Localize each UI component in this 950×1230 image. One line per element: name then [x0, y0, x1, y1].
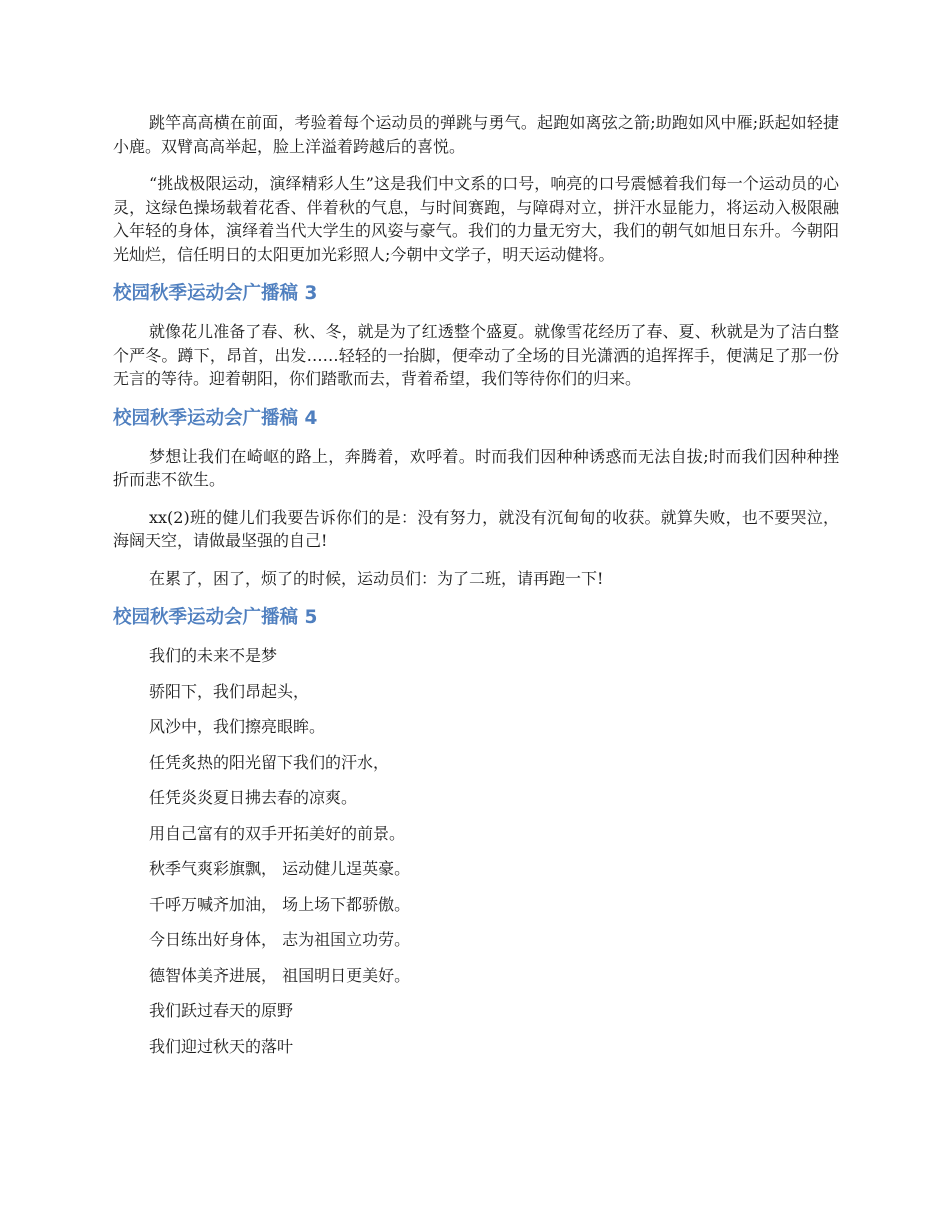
section-4-paragraph: 在累了，困了，烦了的时候，运动员们：为了二班，请再跑一下!: [149, 568, 604, 588]
poem-line: 风沙中，我们擦亮眼眸。: [149, 717, 326, 736]
poem-line: 骄阳下，我们昂起头，: [149, 681, 310, 701]
document-body: [113, 111, 839, 1070]
section-4-paragraph: xx(2)班的健儿们我要告诉你们的是：没有努力，就没有沉甸甸的收获。就算失败，也不要哭泣，海阔天空，请做最坚强的自己!: [113, 507, 839, 550]
section-heading-5: 校园秋季运动会广播稿 5: [113, 607, 318, 628]
section-heading-3: 校园秋季运动会广播稿 3: [113, 283, 318, 304]
poem-line: 秋季气爽彩旗飘， 运动健儿逞英豪。: [149, 859, 411, 878]
poem-line: 我们迎过秋天的落叶: [149, 1036, 294, 1056]
poem-line: 我们跃过春天的原野: [149, 1001, 294, 1020]
intro-paragraph: 跳竿高高横在前面，考验着每个运动员的弹跳与勇气。起跑如离弦之箭;助跑如风中雁;跃起如轻捷小鹿。双臂高高举起，脸上洋溢着跨越后的喜悦。: [113, 113, 839, 156]
poem-line: 我们的未来不是梦: [149, 646, 278, 665]
poem-line: 千呼万喊齐加油， 场上场下都骄傲。: [149, 894, 411, 914]
section-4-paragraph: 梦想让我们在崎岖的路上，奔腾着，欢呼着。时而我们因种种诱惑而无法自拔;时而我们因种种挫折而悲不欲生。: [113, 446, 839, 489]
poem-line: 德智体美齐进展， 祖国明日更美好。: [149, 965, 411, 985]
intro-paragraph: “挑战极限运动，演绎精彩人生”这是我们中文系的口号，响亮的口号震憾着我们每一个运动员的心灵，这绿色操场载着花香、伴着秋的气息，与时间赛跑，与障碍对立，拼汗水显能力，将运动入极限融入年轻的身体，演绎着当代大学生的风姿与豪气。我们的力量无穷大，我们的朝气如旭日东升。今朝阳光灿烂，信任明日的太阳更加光彩照人;今朝中文学子，明天运动健将。: [113, 174, 839, 264]
section-3-paragraph: 就像花儿准备了春、秋、冬，就是为了红透整个盛夏。就像雪花经历了春、夏、秋就是为了洁白整个严冬。蹲下，昂首，出发……轻轻的一抬脚，便牵动了全场的目光潇洒的追挥挥手，便满足了那一份无言的等待。迎着朝阳，你们踏歌而去，背着希望，我们等待你们的归来。: [113, 322, 839, 388]
poem-line: 今日练出好身体， 志为祖国立功劳。: [149, 930, 411, 949]
poem-line: 任凭炙热的阳光留下我们的汗水，: [149, 752, 390, 772]
poem-line: 用自己富有的双手开拓美好的前景。: [149, 823, 406, 843]
poem-line: 任凭炎炎夏日拂去春的凉爽。: [149, 788, 358, 807]
section-heading-4: 校园秋季运动会广播稿 4: [113, 407, 318, 429]
